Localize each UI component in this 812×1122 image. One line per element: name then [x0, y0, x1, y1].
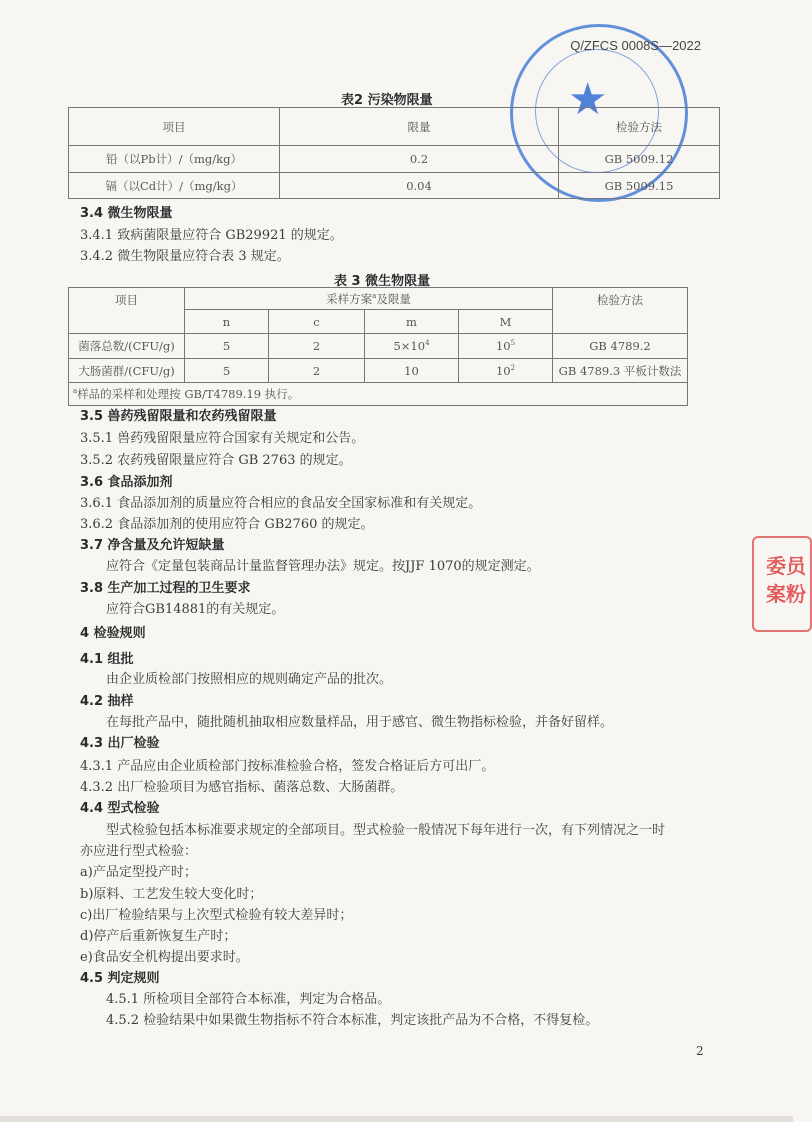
table3-header: 检验方法: [553, 288, 688, 334]
paragraph: 4.5.1 所检项目全部符合本标准，判定为合格品。: [106, 992, 391, 1007]
table-row: 大肠菌群/(CFU/g) 5 2 10 $10^2$ GB 4789.3 平板计数法: [69, 359, 688, 383]
table3-note: $^a$样品的采样和处理按 GB/T4789.19 执行。: [69, 383, 688, 406]
section-heading: 4 检验规则: [80, 626, 146, 641]
paragraph: 3.6.2 食品添加剂的使用应符合 GB2760 的规定。: [80, 517, 374, 532]
paragraph: 在每批产品中，随批随机抽取相应数量样品，用于感官、微生物指标检验，并备好留样。: [106, 715, 614, 730]
section-heading: 4.1 组批: [80, 652, 134, 667]
table2-title: 表2 污染物限量: [341, 93, 433, 108]
paragraph: a)产品定型投产时；: [80, 865, 197, 880]
seal-star-icon: ★: [568, 74, 608, 125]
table2-header: 限量: [280, 108, 559, 146]
section-heading: 3.6 食品添加剂: [80, 475, 173, 490]
table-row: 镉（以Cd计）/（mg/kg） 0.04 GB 5009.15: [69, 173, 720, 199]
paragraph: 应符合《定量包装商品计量监督管理办法》规定。按JJF 1070的规定测定。: [106, 559, 540, 574]
section-heading: 4.3 出厂检验: [80, 736, 160, 751]
section-heading: 4.5 判定规则: [80, 971, 160, 986]
paragraph: 由企业质检部门按照相应的规则确定产品的批次。: [106, 672, 393, 687]
table-row: 菌落总数/(CFU/g) 5 2 $5\times 10^4$ $10^5$ GB 4789.2: [69, 334, 688, 359]
table3-header: 项目: [69, 288, 185, 334]
paragraph: d)停产后重新恢复生产时；: [80, 929, 237, 944]
paragraph: 4.5.2 检验结果中如果微生物指标不符合本标准，判定该批产品为不合格，不得复检。: [106, 1013, 599, 1028]
paragraph: 3.5.1 兽药残留限量应符合国家有关规定和公告。: [80, 431, 365, 446]
paragraph: 4.3.2 出厂检验项目为感官指标、菌落总数、大肠菌群。: [80, 780, 404, 795]
table-row: 铅（以Pb计）/（mg/kg） 0.2 GB 5009.12: [69, 146, 720, 173]
paragraph: 3.4.2 微生物限量应符合表 3 规定。: [80, 249, 290, 264]
paragraph: 型式检验包括本标准要求规定的全部项目。型式检验一般情况下每年进行一次，有下列情况之一时: [106, 823, 666, 838]
section-heading: 3.8 生产加工过程的卫生要求: [80, 581, 251, 596]
paragraph: 亦应进行型式检验：: [80, 844, 198, 859]
paragraph: 3.4.1 致病菌限量应符合 GB29921 的规定。: [80, 228, 343, 243]
section-heading: 3.7 净含量及允许短缺量: [80, 538, 225, 553]
table3: 项目 采样方案$^a$及限量 检验方法 n c m M 菌落总数/(CFU/g) 5 2 $5\times 10^4$ $10^5$ GB 4789.2 大肠菌群/(CFU/g) 5 2 10 $10^2$ GB 4789.3 平板计数法 $^a$样品的采样和处理按 GB/T4789.19 执行。: [68, 287, 688, 406]
standard-code: Q/ZFCS 0008S—2022: [570, 38, 701, 53]
page-number: 2: [696, 1044, 704, 1058]
paragraph: 3.5.2 农药残留限量应符合 GB 2763 的规定。: [80, 453, 352, 468]
paragraph: b)原料、工艺发生较大变化时；: [80, 887, 263, 902]
paragraph: 应符合GB14881的有关规定。: [106, 602, 285, 617]
table3-header: 采样方案$^a$及限量: [185, 288, 553, 310]
table3-title: 表 3 微生物限量: [334, 274, 431, 289]
paragraph: e)食品安全机构提出要求时。: [80, 950, 249, 965]
paragraph: c)出厂检验结果与上次型式检验有较大差异时；: [80, 908, 353, 923]
section-heading: 3.5 兽药残留限量和农药残留限量: [80, 409, 277, 424]
paragraph: 4.3.1 产品应由企业质检部门按标准检验合格，签发合格证后方可出厂。: [80, 759, 495, 774]
section-heading: 4.4 型式检验: [80, 801, 160, 816]
table2-header: 检验方法: [559, 108, 720, 146]
section-heading: 3.4 微生物限量: [80, 206, 173, 221]
table2-header: 项目: [69, 108, 280, 146]
red-stamp: 委员 案粉: [752, 536, 812, 632]
scan-edge: [0, 1116, 793, 1122]
table2: [68, 107, 720, 199]
paragraph: 3.6.1 食品添加剂的质量应符合相应的食品安全国家标准和有关规定。: [80, 496, 482, 511]
section-heading: 4.2 抽样: [80, 694, 134, 709]
